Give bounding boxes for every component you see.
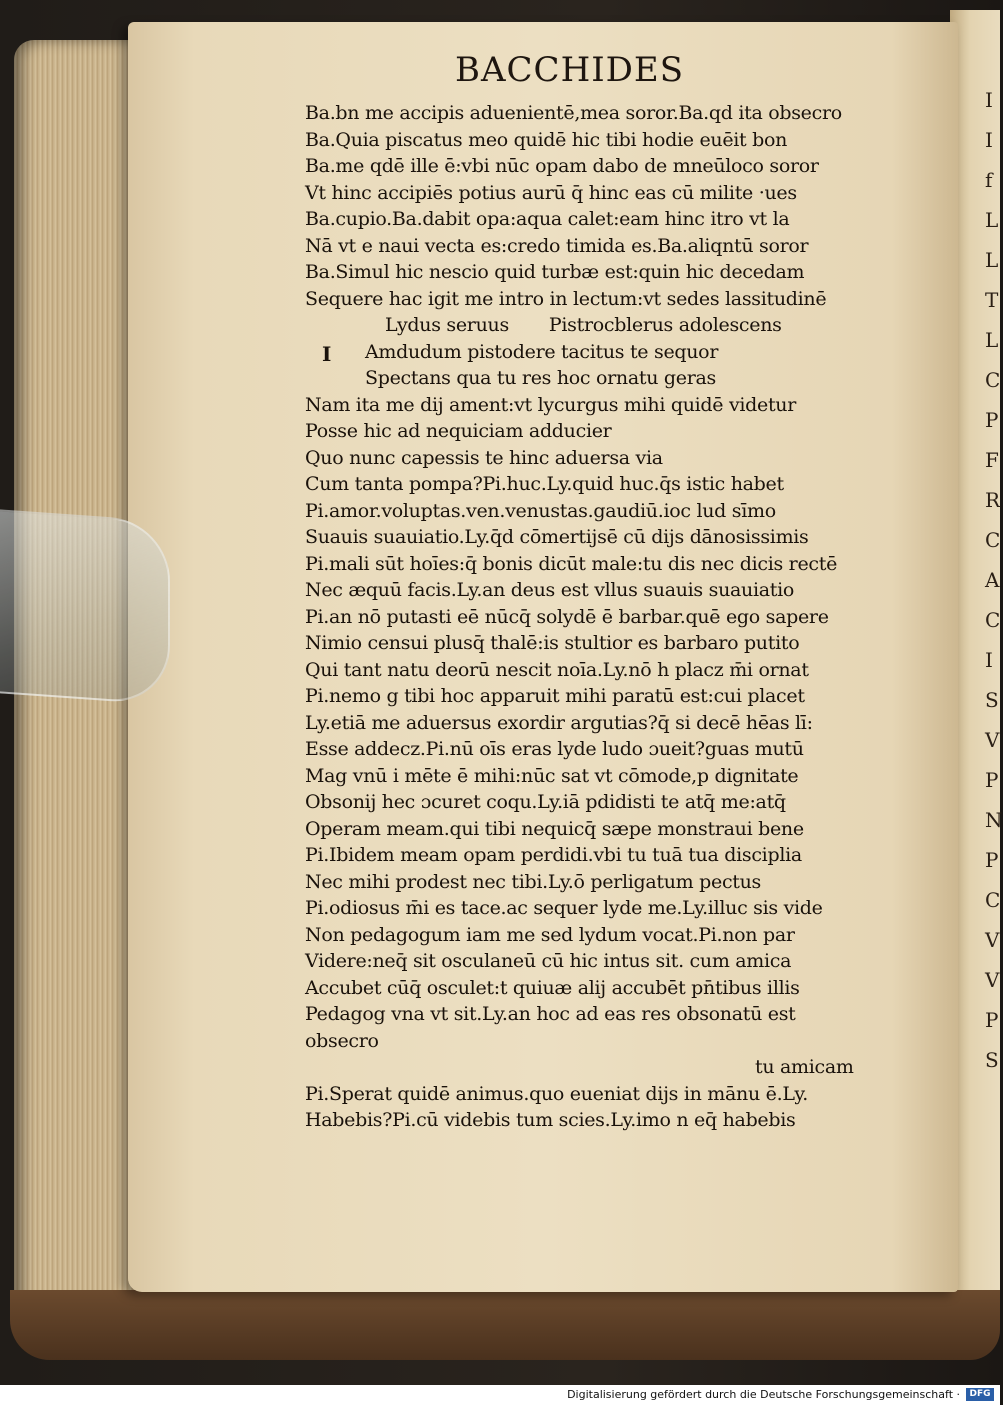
footer-bar xyxy=(0,1385,1000,1405)
text-line: Nam ita me dij ament:vt lycurgus mihi quidē videtur xyxy=(305,393,797,416)
text-line: Ba.bn me accipis aduenientē,mea soror.Ba.qd ita obsecro xyxy=(305,102,842,124)
footer-credit: Digitalisierung gefördert durch die Deutsche Forschungsgemeinschaft · xyxy=(567,1388,960,1401)
facing-letter: L xyxy=(985,208,999,232)
facing-letter: C xyxy=(985,528,1001,552)
text-line: Pi.nemo g tibi hoc apparuit mihi paratū est:cui placet xyxy=(305,685,805,707)
text-line: Nec æquū facis.Ly.an deus est vllus suauis suauiatio xyxy=(305,579,795,601)
facing-letter: I xyxy=(985,88,993,112)
text-line: Nā vt e naui vecta es:credo timida es.Ba.aliqntū soror xyxy=(305,234,809,257)
text-line: Nec mihi prodest nec tibi.Ly.ō perligatum pectus xyxy=(305,870,762,893)
text-line: Pi.Ibidem meam opam perdidi.vbi tu tuā tua disciplia xyxy=(305,844,802,866)
text-line: Ba.me qdē ille ē:vbi nūc opam dabo de mneūloco soror xyxy=(305,155,819,177)
facing-letter: L xyxy=(985,328,999,352)
text-line: Suauis suauiatio.Ly.q̄d cōmertijsē cū dijs dānosissimis xyxy=(305,526,809,548)
text-line: Mag vnū i mēte ē mihi:nūc sat vt cōmode,p dignitate xyxy=(305,764,799,787)
text-line: Sequere hac igit me intro in lectum:vt sedes lassitudinē xyxy=(305,287,827,310)
facing-letter: f xyxy=(985,168,993,192)
facing-letter: R xyxy=(985,488,1001,512)
text-line: tu amicam xyxy=(755,1056,854,1078)
facing-letter: C xyxy=(985,888,1001,912)
speaker-heading xyxy=(305,312,880,339)
text-line: Esse addecz.Pi.nū oīs eras lyde ludo ɔueit?guas mutū xyxy=(305,738,804,760)
text-line: Pi.an nō putasti eē nūcq̄ solydē ē barbar.quē ego sapere xyxy=(305,605,829,628)
text-line: Pi.Sperat quidē animus.quo eueniat dijs in mānu ē.Ly. xyxy=(305,1082,808,1105)
facing-letter: P xyxy=(985,408,999,432)
text-line: Accubet cūq̄ osculet:t quiuæ alij accubēt pn̄tibus illis xyxy=(305,976,800,999)
facing-letter: V xyxy=(985,968,1000,992)
dfg-logo-icon: DFG xyxy=(966,1388,994,1401)
facing-letter: V xyxy=(985,728,1000,752)
facing-letter: I xyxy=(985,128,993,152)
book-cover xyxy=(10,1290,1000,1360)
facing-letter: P xyxy=(985,1008,999,1032)
facing-letter: A xyxy=(985,568,1000,592)
text-line: Ba.Simul hic nescio quid turbæ est:quin hic decedam xyxy=(305,261,805,283)
text-line: Quo nunc capessis te hinc aduersa via xyxy=(305,446,663,469)
text-line: Non pedagogum iam me sed lydum vocat.Pi.non par xyxy=(305,923,795,946)
text-line: Amdudum pistodere tacitus te sequor xyxy=(365,340,719,363)
facing-letter: V xyxy=(985,928,1000,952)
speaker-name: Pistrocblerus adolescens xyxy=(548,314,782,336)
facing-letter: P xyxy=(985,848,999,872)
facing-letter: T xyxy=(985,288,999,312)
text-line: Ba.Quia piscatus meo quidē hic tibi hodie euēit bon xyxy=(305,128,788,151)
initial-letter: I xyxy=(322,342,332,366)
text-line: Posse hic ad nequiciam adducier xyxy=(305,420,612,442)
text-line: Videre:neq̄ sit osculaneū cū hic intus sit. cum amica xyxy=(305,950,792,972)
text-line: Ba.cupio.Ba.dabit opa:aqua calet:eam hinc itro vt la xyxy=(305,208,790,230)
text-line: Pi.odiosus m̄i es tace.ac sequer lyde me.Ly.illuc sis vide xyxy=(305,897,823,919)
text-block xyxy=(305,100,880,1134)
glass-page-weight xyxy=(0,509,170,706)
text-line: Nimio censui plusq̄ thalē:is stultior es barbaro putito xyxy=(305,632,800,654)
text-line: Cum tanta pompa?Pi.huc.Ly.quid huc.q̄s istic habet xyxy=(305,473,784,495)
facing-letter: S xyxy=(985,1048,999,1072)
text-line: Pedagog vna vt sit.Ly.an hoc ad eas res obsonatū est xyxy=(305,1003,796,1025)
facing-letter: F xyxy=(985,448,999,472)
facing-letter: C xyxy=(985,608,1001,632)
facing-letter: P xyxy=(985,768,999,792)
text-line: Vt hinc accipiēs potius aurū q̄ hinc eas cū milite ·ues xyxy=(305,181,797,204)
text-line: Habebis?Pi.cū videbis tum scies.Ly.imo n eq̄ habebis xyxy=(305,1109,796,1131)
speaker-name: Lydus seruus xyxy=(385,314,509,336)
facing-letter: N xyxy=(985,808,1003,832)
text-line: Ly.etiā me aduersus exordir argutias?q̄ si decē hēas lī: xyxy=(305,711,813,734)
text-line: Spectans qua tu res hoc ornatu geras xyxy=(365,367,716,389)
facing-page-text xyxy=(985,80,1003,1180)
text-line: Pi.mali sūt hoīes:q̄ bonis dicūt male:tu dis nec dicis rectē xyxy=(305,552,838,575)
text-line: Obsonij hec ɔcuret coqu.Ly.iā pdidisti te atq̄ me:atq̄ xyxy=(305,791,786,813)
running-header: BACCHIDES xyxy=(455,50,685,90)
text-line: Pi.amor.voluptas.ven.venustas.gaudiū.ioc lud sīmo xyxy=(305,499,776,522)
text-line: Qui tant natu deorū nescit noīa.Ly.nō h placz m̄i ornat xyxy=(305,658,809,681)
facing-letter: C xyxy=(985,368,1001,392)
facing-letter: I xyxy=(985,648,993,672)
text-line: Operam meam.qui tibi nequicq̄ sæpe monstraui bene xyxy=(305,817,804,840)
text-line: obsecro xyxy=(305,1029,379,1052)
facing-letter: L xyxy=(985,248,999,272)
facing-letter: S xyxy=(985,688,999,712)
